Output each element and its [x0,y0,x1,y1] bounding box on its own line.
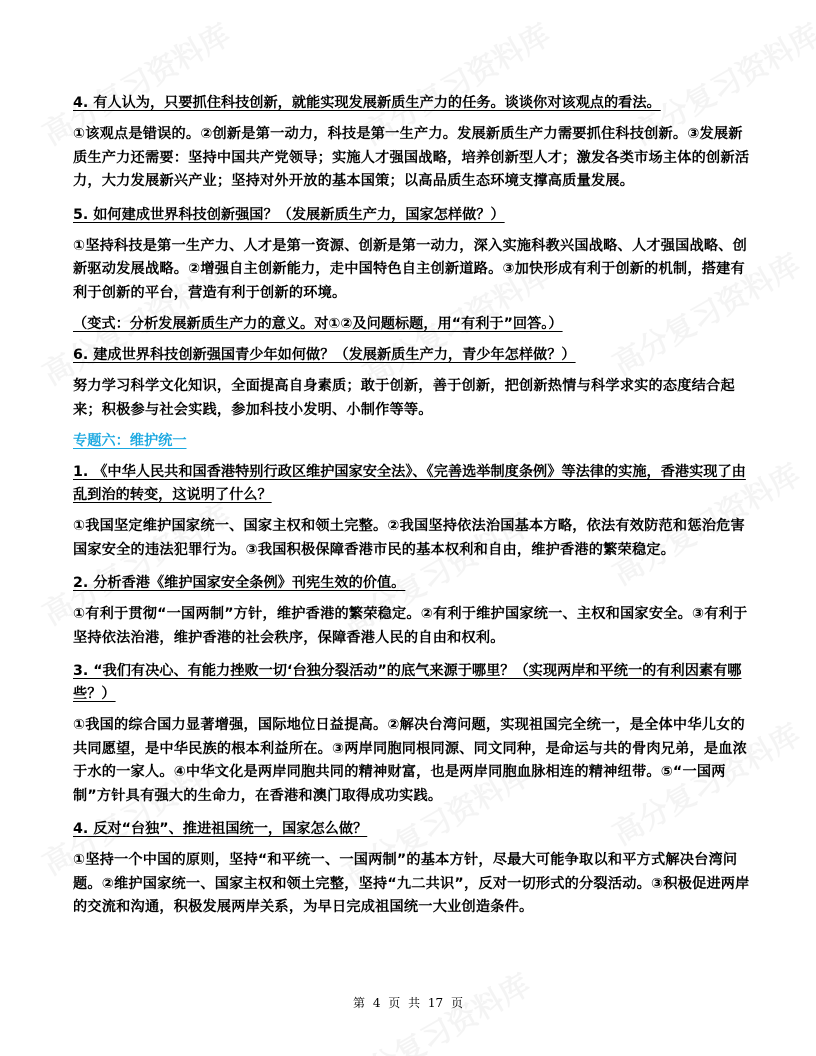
answer-text: ①我国坚定维护国家统一、国家主权和领土完整。②我国坚持依法治国基本方略，依法有效防范和惩治危害国家安全的违法犯罪行为。③我国积极保障香港市民的基本权利和自由，维护香港的繁荣稳定。 [73,518,745,558]
question-heading: 4. 有人认为，只要抓住科技创新，就能实现发展新质生产力的任务。谈谈你对该观点的看法。 [73,95,661,111]
question-heading: 2. 分析香港《维护国家安全条例》刊宪生效的价值。 [73,575,406,591]
answer-text: ①坚持一个中国的原则，坚持“和平统一、一国两制”的基本方针，尽最大可能争取以和平方式解决台湾问题。②维护国家统一、国家主权和领土完整，坚持“九二共识”，反对一切形式的分裂活动。③积极促进两岸的交流和沟通，积极发展两岸关系，为早日完成祖国统一大业创造条件。 [73,852,750,915]
question-heading: 4. 反对“台独”、推进祖国统一，国家怎么做？ [73,821,368,837]
variant-note: （变式：分析发展新质生产力的意义。对①②及问题标题，用“有利于”回答。） [73,316,563,332]
question-heading: 6. 建成世界科技创新强国青少年如何做？（发展新质生产力，青少年怎样做？） [73,347,576,363]
question-heading: 3. “我们有决心、有能力挫败一切‘台独分裂活动”的底气来源于哪里？（实现两岸和平统一的有利因素有哪些？） [73,663,742,702]
answer-text: ①坚持科技是第一生产力、人才是第一资源、创新是第一动力，深入实施科教兴国战略、人才强国战略、创新驱动发展战略。②增强自主创新能力，走中国特色自主创新道路。③加快形成有利于创新的机制，搭建有利于创新的平台，营造有利于创新的环境。 [73,237,748,301]
section-title: 专题六：维护统一 [73,433,187,449]
answer-text: ①该观点是错误的。②创新是第一动力，科技是第一生产力。发展新质生产力需要抓住科技创新。③发展新质生产力还需要：坚持中国共产党领导；实施人才强国战略，培养创新型人才；激发各类市场主体的创新活力，大力发展新兴产业；坚持对外开放的基本国策；以高品质生态环境支撑高质量发展。 [73,126,750,189]
answer-text: 努力学习科学文化知识，全面提高自身素质；敢于创新，善于创新，把创新热情与科学求实的态度结合起来；积极参与社会实践，参加科技小发明、小制作等等。 [73,378,735,418]
document-body [73,92,753,930]
answer-text: ①有利于贯彻“一国两制”方针，维护香港的繁荣稳定。②有利于维护国家统一、主权和国家安全。③有利于坚持依法治港，维护香港的社会秩序，保障香港人民的自由和权利。 [73,606,748,646]
answer-text: ①我国的综合国力显著增强，国际地位日益提高。②解决台湾问题，实现祖国完全统一，是全体中华儿女的共同愿望，是中华民族的根本利益所在。③两岸同胞同根同源、同文同种，是命运与共的骨肉兄弟，是血浓于水的一家人。④中华文化是两岸同胞共同的精神财富，也是两岸同胞血脉相连的精神纽带。⑤“一国两制”方针具有强大的生命力，在香港和澳门取得成功实践。 [73,717,748,804]
question-heading: 5. 如何建成世界科技创新强国？（发展新质生产力，国家怎样做？） [73,206,505,223]
page-number-footer: 第 4 页 共 17 页 [353,996,463,1010]
question-heading: 1. 《中华人民共和国香港特别行政区维护国家安全法》、《完善选举制度条例》等法律的实施，香港实现了由乱到治的转变，这说明了什么？ [73,464,746,503]
